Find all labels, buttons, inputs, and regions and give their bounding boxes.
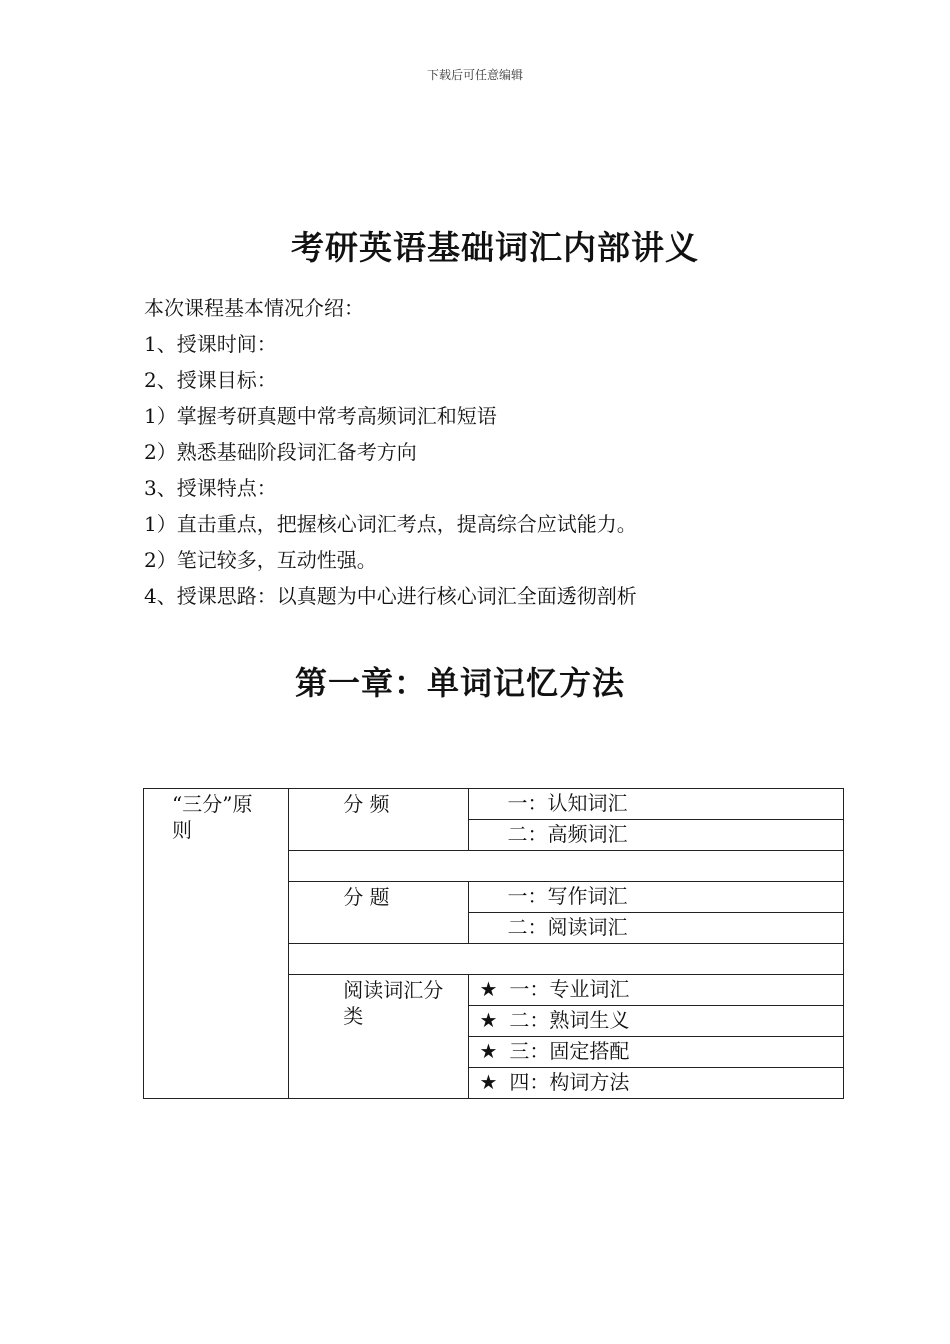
intro-line: 1）掌握考研真题中常考高频词汇和短语 [144,404,497,428]
item-label: 二：熟词生义 [509,1008,630,1032]
star-icon: ★ [479,1039,498,1063]
principle-cell: “三分”原则 [144,789,289,1099]
table-row [144,789,844,820]
item-label: 三：固定搭配 [509,1039,630,1063]
header-note: 下载后可任意编辑 [426,68,523,82]
course-intro [144,290,864,614]
item-cell [469,1006,844,1037]
spacer-cell [289,851,844,882]
star-icon: ★ [479,1070,498,1094]
category-cell: 分 频 [289,789,469,851]
intro-line: 2）熟悉基础阶段词汇备考方向 [144,440,417,464]
star-icon: ★ [479,1008,498,1032]
chapter-title: 第一章：单词记忆方法 [294,664,625,702]
item-cell: 二：高频词汇 [469,820,844,851]
item-label: 四：构词方法 [509,1070,630,1094]
category-cell: 分 题 [289,882,469,944]
intro-line: 4、授课思路：以真题为中心进行核心词汇全面透彻剖析 [144,584,637,608]
category-cell: 阅读词汇分 类 [289,975,469,1099]
item-cell: 一：写作词汇 [469,882,844,913]
intro-line: 2）笔记较多，互动性强。 [144,548,377,572]
item-cell [469,1037,844,1068]
spacer-cell [289,944,844,975]
star-icon: ★ [479,977,498,1001]
item-cell [469,1068,844,1099]
item-cell [469,975,844,1006]
item-label: 一：专业词汇 [509,977,630,1001]
intro-line: 3、授课特点： [144,476,277,500]
intro-line: 1）直击重点，把握核心词汇考点，提高综合应试能力。 [144,512,637,536]
item-cell: 二：阅读词汇 [469,913,844,944]
intro-line: 本次课程基本情况介绍： [144,296,364,320]
method-table [143,788,844,1099]
document-title: 考研英语基础词汇内部讲义 [291,228,699,267]
item-cell: 一：认知词汇 [469,789,844,820]
intro-line: 1、授课时间： [144,332,277,356]
intro-line: 2、授课目标： [144,368,277,392]
